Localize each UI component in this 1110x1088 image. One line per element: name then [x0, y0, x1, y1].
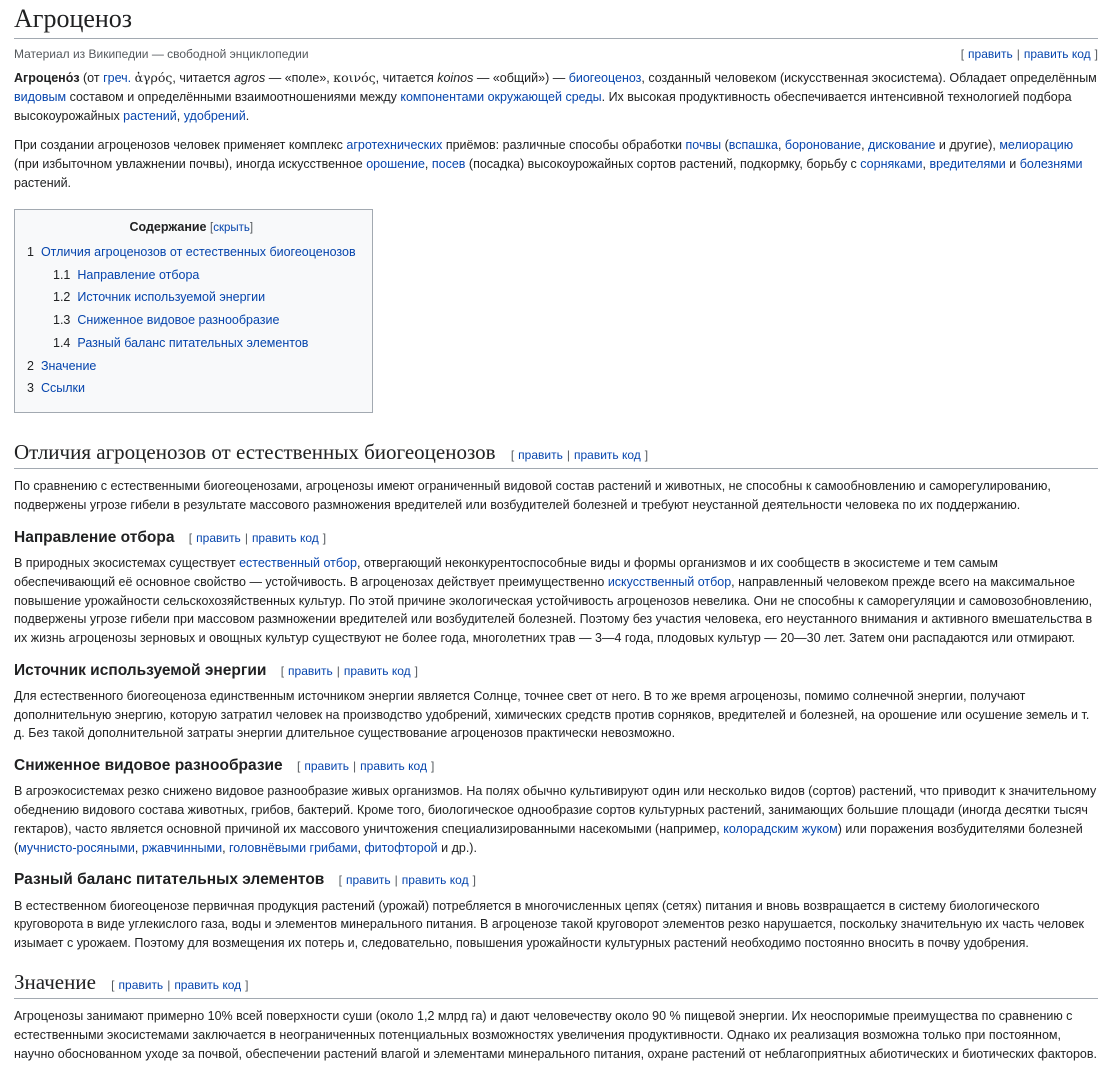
toc-link[interactable]: Направление отбора: [77, 267, 200, 282]
bracket: [: [510, 448, 515, 463]
text-run: В естественном биогеоценозе первичная продукция растений (урожай) потребляется в многочисленных цепях (сетях) питания и вновь возвращается в систему биологического круговорота в виде углекислого газа, воды и элементов минерального питания. В агроценозе такой круговорот элементов резко нарушается, поскольку значительную их часть человек изымает с урожаем. Поэтому для возмещения их потерь и, следовательно, повышения урожайности культурных растений необходимо постоянно вносить в почву удобрения.: [14, 898, 1085, 950]
toc-item[interactable]: [53, 311, 356, 330]
text-run: — «общий») —: [473, 71, 569, 86]
text-run: . Их высокая продуктивность обеспечивается интенсивной технологией подбора высокоурожайных: [14, 89, 1072, 123]
divider: |: [336, 663, 340, 678]
edit-link[interactable]: править: [118, 977, 164, 992]
inline-link[interactable]: головнёвыми грибами: [229, 840, 358, 855]
inline-link[interactable]: вредителями: [929, 157, 1006, 172]
text-run: приёмов: различные способы обработки: [442, 138, 686, 153]
edit-section: [189, 531, 326, 545]
edit-source-link[interactable]: править код: [174, 977, 242, 992]
text-run: Агроценозы занимают примерно 10% всей поверхности суши (около 1,2 млрд га) и дают человечеству около 90 % пищевой энергии. Их неоспоримые преимущества по сравнению с естественными экосистемами заключается в неограниченных потенциальных возможностях увеличения продуктивности. Однако их реализация возможна только при постоянном, научно обоснованном уходе за почвой, обеспечении растений влагой и элементами минерального питания, охране растений от неблагоприятных абиотических и биотических факторов.: [14, 1009, 1097, 1061]
divider: |: [1016, 47, 1020, 62]
text-run: (при избыточном увлажнении почвы), иногда искусственное: [14, 157, 367, 172]
toc-link[interactable]: Источник используемой энергии: [77, 290, 266, 305]
edit-section: [281, 664, 418, 678]
text-run: ) или поражения возбудителями болезней (: [14, 821, 1083, 855]
text-run: ,: [777, 138, 785, 153]
text-run: ,: [357, 840, 365, 855]
inline-link[interactable]: мелиорацию: [999, 138, 1074, 153]
bracket: [: [210, 221, 214, 234]
toc-link[interactable]: Сниженное видовое разнообразие: [77, 313, 280, 328]
edit-source-link[interactable]: править код: [343, 663, 411, 678]
edit-section: [339, 873, 476, 887]
text-run: растений.: [14, 175, 72, 190]
inline-link[interactable]: болезнями: [1019, 157, 1083, 172]
section-heading-differences: [14, 439, 1098, 469]
section-paragraph: [14, 554, 1098, 648]
text-run: Для естественного биогеоценоза единственным источником энергии является Солнце, точнее свет от него. В то же время агроценозы, помимо солнечной энергии, получают дополнительную энергию, которую затратил человек на производство удобрений, химических средств против сорняков, вредителей и болезней, на орошение или осушение земель и т. д. Без такой дополнительной затраты энергии длительное существование агроценозов практически невозможно.: [14, 688, 1090, 741]
edit-source-link[interactable]: править код: [1023, 47, 1091, 62]
text-run: и: [1005, 157, 1020, 172]
italic-term: koinos: [437, 71, 474, 86]
toc-number: 1.3: [53, 313, 71, 328]
text-run: ,: [424, 157, 432, 172]
toc-number: 2: [27, 358, 34, 373]
divider: |: [167, 977, 171, 992]
toc-item[interactable]: [27, 357, 356, 376]
inline-link[interactable]: фитофторой: [364, 840, 438, 855]
text-run: и другие),: [935, 138, 1000, 153]
subsection-heading-selection: [14, 528, 1098, 548]
text-run: ,: [176, 108, 184, 123]
lead-paragraph-2: [14, 136, 1098, 192]
text-run: ,: [861, 138, 869, 153]
bracket: [: [280, 663, 285, 678]
toc-number: 1.2: [53, 290, 71, 305]
bracket: [: [297, 759, 301, 774]
edit-link[interactable]: править: [304, 759, 350, 774]
bracket: ]: [1094, 47, 1098, 62]
edit-source-link[interactable]: править код: [573, 448, 641, 463]
subsection-heading-energy: [14, 661, 1098, 681]
inline-link[interactable]: агротехнических: [346, 138, 443, 153]
heading-text: Источник используемой энергии: [14, 661, 267, 679]
text-run: В агроэкосистемах резко снижено видовое разнообразие живых организмов. На полях обычно культивируют один или несколько видов (сортов) растений, что приводит к значительному обеднению видового состава животных, грибов, бактерий. Кроме того, биологическое однообразие сортов культурных растений, занимающих большие площади (иногда десятки тысяч гектаров), часто является основной причиной их массового уничтожения специализированными насекомыми (например,: [14, 784, 1097, 836]
subtitle-row: [14, 45, 1098, 63]
divider: |: [244, 530, 248, 545]
toc-toggle: [210, 222, 253, 234]
divider: |: [566, 448, 570, 463]
inline-link[interactable]: удобрений: [183, 108, 246, 123]
bracket: ]: [249, 221, 254, 234]
edit-link[interactable]: править: [196, 530, 241, 545]
bracket: [: [188, 530, 193, 545]
site-subtitle: Материал из Википедии — свободной энциклопедии: [14, 47, 309, 62]
bracket: ]: [414, 663, 418, 678]
bracket: ]: [472, 873, 476, 888]
bold-term: Агроцено́з: [14, 71, 80, 86]
bracket: ]: [430, 759, 435, 774]
section-paragraph: [14, 782, 1098, 857]
bracket: [: [111, 977, 115, 992]
text-run: составом и определёнными взаимоотношениями между: [66, 89, 401, 104]
toc-number: 1.4: [53, 335, 71, 350]
section-paragraph: [14, 687, 1098, 743]
edit-link[interactable]: править: [518, 448, 563, 463]
greek-term: ἀγρός: [134, 70, 173, 86]
text-run: По сравнению с естественными биогеоценозами, агроценозы имеют ограниченный видовой состав растений и животных, не способны к самообновлению и саморегулированию, подвержены угрозе гибели в результате массового размножения вредителей или возбудителей болезней и требуют неустанной деятельности человека по их поддержанию.: [14, 479, 1051, 513]
toc-title: Содержание: [129, 219, 207, 234]
edit-source-link[interactable]: править код: [360, 759, 427, 774]
bracket: [: [338, 873, 342, 888]
edit-source-link[interactable]: править код: [401, 873, 469, 888]
text-run: и др.).: [437, 840, 477, 855]
toc-link[interactable]: Значение: [40, 358, 97, 373]
toc-item[interactable]: [53, 266, 356, 285]
inline-link[interactable]: компонентами окружающей среды: [400, 89, 602, 104]
subsection-heading-diversity: [14, 756, 1098, 776]
toc-item[interactable]: [53, 288, 356, 307]
text-run: , отвергающий неконкурентоспособные виды и формы организмов и их сообществ в экосистеме и тем самым обеспечивающий её основное свойство — устойчивость. В агроценозах действует преимущественно: [14, 556, 999, 589]
toc-item[interactable]: [53, 334, 356, 353]
inline-link[interactable]: искусственный отбор: [607, 574, 732, 589]
toc-header: [27, 218, 356, 237]
edit-section: [511, 448, 648, 462]
text-run: , читается: [375, 71, 438, 86]
inline-link[interactable]: боронование: [784, 138, 862, 153]
inline-link[interactable]: греч.: [103, 71, 132, 86]
toc-number: 1.1: [53, 267, 71, 282]
edit-link[interactable]: править: [345, 873, 391, 888]
text-run: ,: [222, 840, 230, 855]
inline-link[interactable]: колорадским жуком: [723, 821, 838, 836]
toc-link[interactable]: Разный баланс питательных элементов: [77, 335, 309, 350]
greek-term: κοινός: [333, 70, 376, 86]
inline-link[interactable]: растений: [123, 108, 177, 123]
heading-text: Отличия агроценозов от естественных биогеоценозов: [14, 440, 496, 465]
edit-link[interactable]: править: [288, 663, 333, 678]
divider: |: [394, 873, 398, 888]
toc-link[interactable]: Отличия агроценозов от естественных биогеоценозов: [40, 244, 356, 259]
heading-text: Значение: [14, 969, 96, 994]
text-run: (: [721, 138, 729, 153]
divider: |: [353, 759, 357, 774]
inline-link[interactable]: почвы: [685, 138, 722, 153]
text-run: , направленный человеком прежде всего на максимальное повышение урожайности сельскохозяйственных культур. По этой причине экологическая устойчивость агроценозов невелика. Они не способны к саморегуляции и самовозобновлению, подвержены угрозе гибели при массовом размножении вредителей или возбудителей болезней. Поэтому без участия человека, его неустанного внимания и активного вмешательства в их жизнь агроценозы зерновых и овощных культур существуют не более года, многолетних трав — 3—4 года, плодовых культур — 20—30 лет. Затем они распадаются или отмирают.: [14, 574, 1093, 646]
page-title: Агроценоз: [14, 3, 1098, 39]
inline-link[interactable]: посев: [431, 157, 466, 172]
bracket: ]: [245, 977, 249, 992]
toc-link[interactable]: Ссылки: [40, 381, 85, 396]
section-paragraph: [14, 897, 1098, 953]
toc-item[interactable]: [27, 243, 356, 262]
bracket: ]: [322, 530, 327, 545]
edit-section: [111, 978, 248, 992]
inline-link[interactable]: мучнисто-росяными: [18, 840, 135, 855]
bracket: ]: [644, 448, 649, 463]
text-run: , читается: [172, 71, 234, 86]
section-heading-significance: [14, 969, 1098, 999]
text-run: , созданный человеком (искусственная экосистема). Обладает определённым: [641, 71, 1097, 86]
inline-link[interactable]: сорняками: [860, 157, 923, 172]
toc-box: [14, 209, 373, 414]
section-paragraph: [14, 1007, 1098, 1063]
lead-paragraph-1: [14, 69, 1098, 125]
heading-text: Направление отбора: [14, 528, 175, 546]
italic-term: agros: [233, 71, 266, 86]
edit-section: [297, 759, 434, 773]
heading-text: Сниженное видовое разнообразие: [14, 757, 283, 775]
inline-link[interactable]: ржавчинными: [141, 840, 223, 855]
edit-link[interactable]: править: [968, 47, 1013, 62]
toc-number: 3: [27, 381, 34, 396]
inline-link[interactable]: орошение: [366, 157, 425, 172]
inline-link[interactable]: вспашка: [728, 138, 778, 153]
inline-link[interactable]: биогеоценоз: [568, 71, 642, 86]
inline-link[interactable]: дискование: [868, 138, 936, 153]
text-run: В природных экосистемах существует: [14, 556, 240, 571]
text-run: При создании агроценозов человек применяет комплекс: [14, 138, 347, 153]
toc-list: [27, 243, 356, 398]
toc-number: 1: [27, 244, 34, 259]
section-paragraph: [14, 477, 1098, 515]
toc-hide-button[interactable]: скрыть: [213, 221, 250, 234]
heading-text: Разный баланс питательных элементов: [14, 871, 325, 889]
text-run: ,: [134, 840, 142, 855]
text-run: — «поле»,: [265, 71, 334, 86]
inline-link[interactable]: видовым: [14, 89, 67, 104]
edit-source-link[interactable]: править код: [251, 530, 319, 545]
toc-item[interactable]: [27, 379, 356, 398]
subsection-heading-nutrients: [14, 870, 1098, 890]
text-run: (посадка) высокоурожайных сортов растений, подкормку, борьбу с: [465, 157, 861, 172]
text-run: ,: [922, 157, 930, 172]
text-run: .: [245, 108, 250, 123]
bracket: [: [960, 47, 965, 62]
page-edit-section: [961, 47, 1098, 61]
inline-link[interactable]: естественный отбор: [239, 556, 357, 571]
text-run: (от: [79, 71, 104, 86]
